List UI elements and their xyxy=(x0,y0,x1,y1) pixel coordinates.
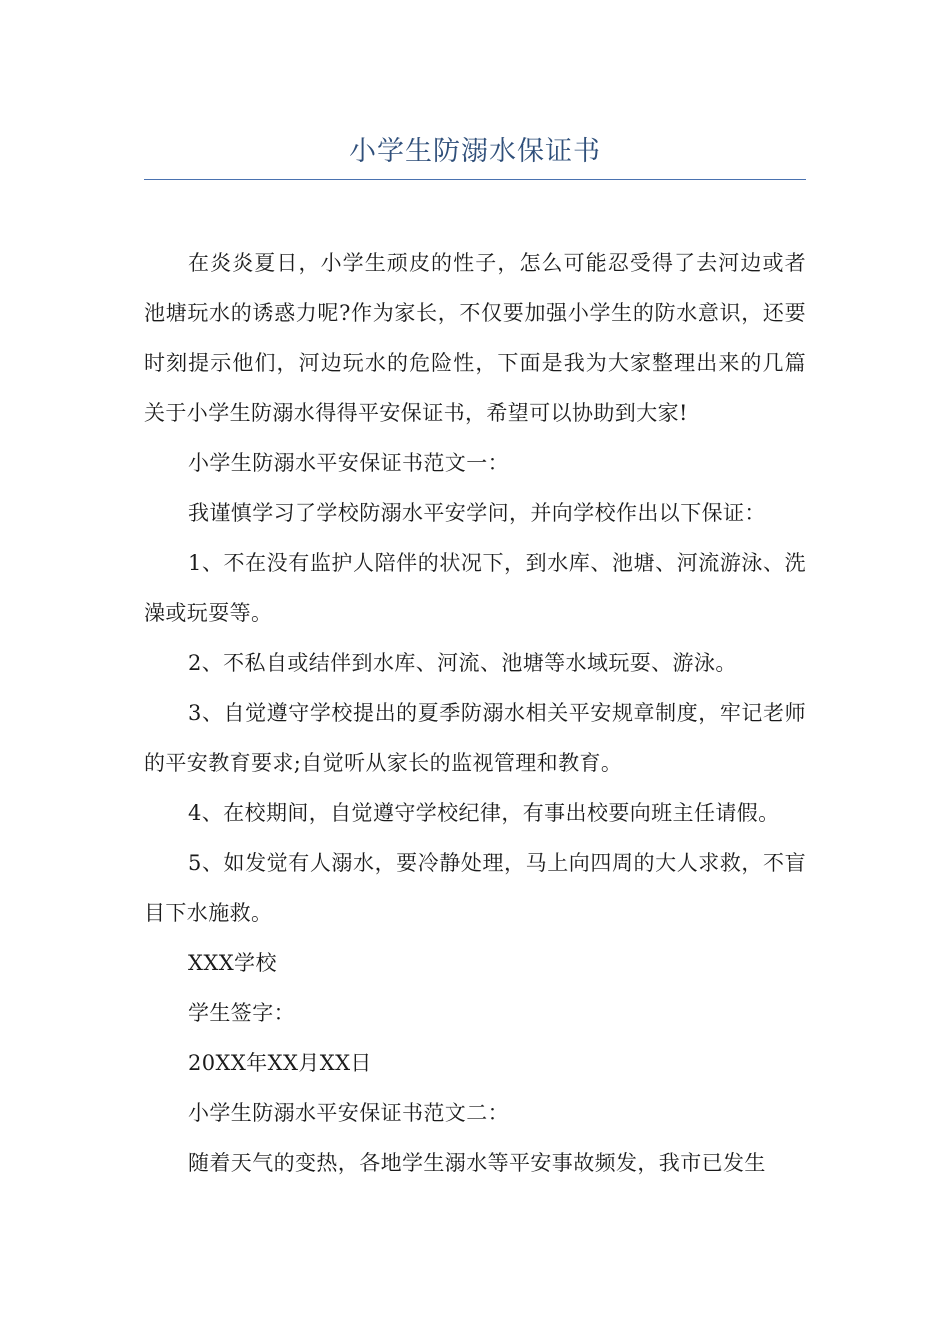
title-underline xyxy=(144,179,806,180)
pledge-item-5: 5、如发觉有人溺水，要冷静处理，马上向四周的大人求救，不盲目下水施救。 xyxy=(144,851,806,925)
student-signature-line: 学生签字： xyxy=(188,1001,295,1025)
document-body xyxy=(144,238,806,1188)
pledge-item-4: 4、在校期间，自觉遵守学校纪律，有事出校要向班主任请假。 xyxy=(188,801,780,825)
sample-one-heading: 小学生防溺水平安保证书范文一： xyxy=(188,451,509,475)
intro-paragraph: 在炎炎夏日，小学生顽皮的性子，怎么可能忍受得了去河边或者池塘玩水的诱惑力呢?作为家长，不仅要加强小学生的防水意识，还要时刻提示他们，河边玩水的危险性，下面是我为大家整理出来的几篇关于小学生防溺水得得平安保证书，希望可以协助到大家! xyxy=(144,251,806,425)
pledge-item-3: 3、自觉遵守学校提出的夏季防溺水相关平安规章制度，牢记老师的平安教育要求;自觉听从家长的监视管理和教育。 xyxy=(144,701,806,775)
pledge-item-2: 2、不私自或结伴到水库、河流、池塘等水域玩耍、游泳。 xyxy=(188,651,737,675)
pledge-intro: 我谨慎学习了学校防溺水平安学问，并向学校作出以下保证： xyxy=(188,501,766,525)
sample-two-paragraph: 随着天气的变热，各地学生溺水等平安事故频发，我市已发生 xyxy=(188,1151,766,1175)
date-line: 20XX年XX月XX日 xyxy=(188,1051,372,1075)
pledge-item-1: 1、不在没有监护人陪伴的状况下，到水库、池塘、河流游泳、洗澡或玩耍等。 xyxy=(144,551,806,625)
sample-two-heading: 小学生防溺水平安保证书范文二： xyxy=(188,1101,509,1125)
school-name: XXX学校 xyxy=(188,951,277,975)
document-title: 小学生防溺水保证书 xyxy=(349,136,601,167)
